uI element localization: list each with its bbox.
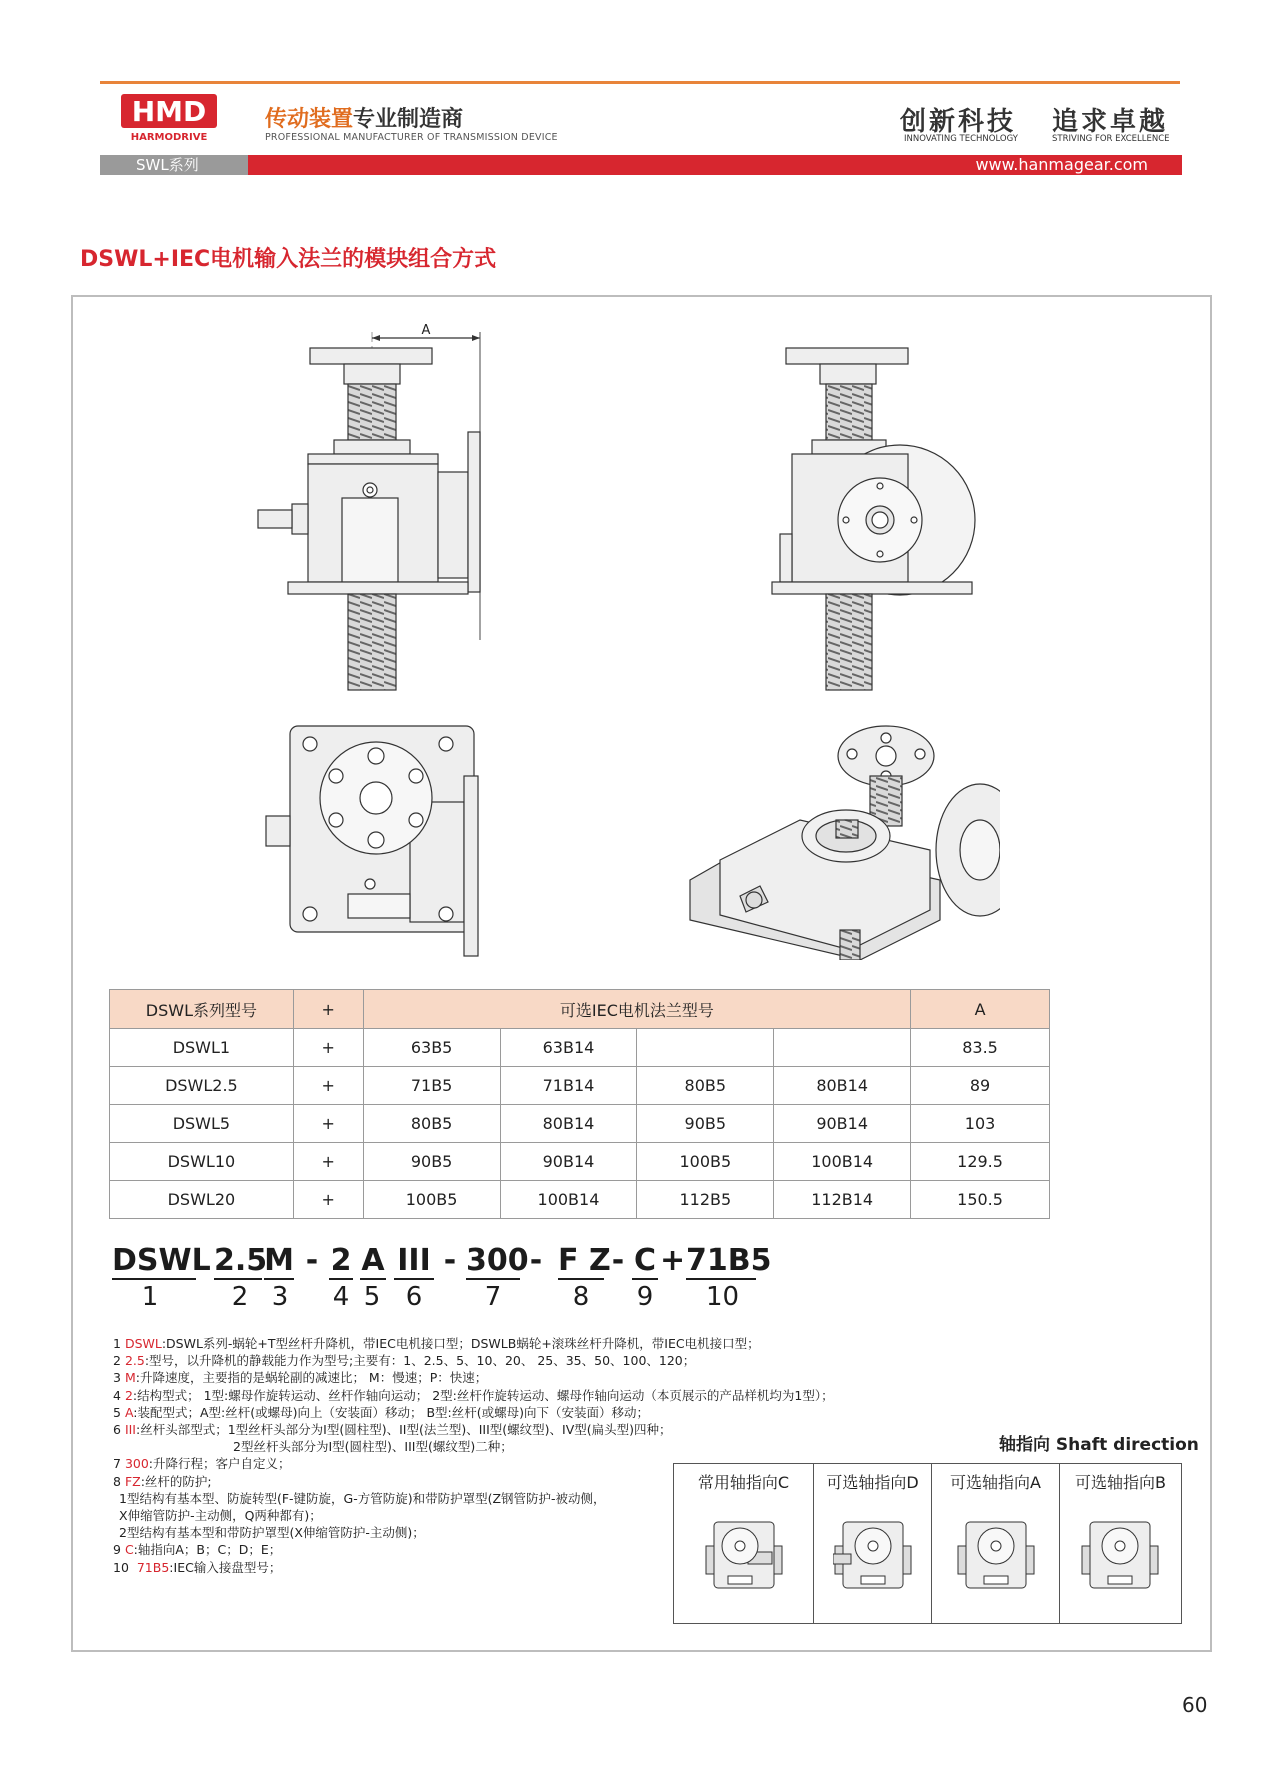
shaft-d-icon [833, 1516, 913, 1596]
note-line: 7 300:升降行程；客户自定义； [113, 1456, 291, 1472]
note-line: 2 2.5:型号，以升降机的静载能力作为型号;主要有：1、2.5、5、10、20、 25、35、50、100、120； [113, 1353, 696, 1369]
front-view-drawing [258, 323, 480, 690]
code-index-10: 10 [706, 1282, 740, 1312]
code-part-4: 2 [330, 1243, 352, 1278]
note-line: 4 2:结构型式； 1型:螺母作旋转运动、丝杆作轴向运动； 2型:丝杆作旋转运动、螺母作轴向运动（本页展示的产品样机均为1型）； [113, 1387, 834, 1403]
motto-innovating-cn: 创新科技 [900, 107, 1017, 137]
cell-flange: 112B14 [774, 1181, 911, 1219]
page-number: 60 [1182, 1693, 1208, 1717]
table-row [110, 1143, 1050, 1181]
code-part-1: DSWL [112, 1243, 211, 1278]
shaft-option-label: 常用轴指向C [697, 1473, 790, 1492]
code-index-4: 4 [332, 1282, 350, 1312]
shaft-option-label: 可选轴指向B [1075, 1473, 1166, 1492]
cell-flange: 80B14 [774, 1067, 911, 1105]
cell-flange [637, 1029, 774, 1067]
top-view-drawing [266, 726, 478, 956]
code-index-2: 2 [231, 1282, 249, 1312]
shaft-option-label: 可选轴指向D [826, 1473, 919, 1492]
slogan-cn-part-b: 专业制造商 [353, 107, 464, 132]
cell-model: DSWL10 [110, 1143, 294, 1181]
note-line: 1 DSWL:DSWL系列-蜗轮+T型丝杆升降机，带IEC电机接口型；DSWLB蜗轮+滚珠丝杆升降机，带IEC电机接口型； [113, 1336, 760, 1351]
logo-subtext: HARMODRIVE [130, 132, 208, 143]
slogan-en: PROFESSIONAL MANUFACTURER OF TRANSMISSION DEVICE [265, 132, 558, 143]
code-index-3: 3 [271, 1282, 289, 1312]
code-index-6: 6 [405, 1282, 423, 1312]
cell-flange: 80B5 [637, 1067, 774, 1105]
shaft-c-icon [704, 1516, 784, 1596]
cell-flange: 63B14 [500, 1029, 637, 1067]
cell-flange: 90B5 [637, 1105, 774, 1143]
cell-flange: 100B14 [774, 1143, 911, 1181]
code-part-9: C [633, 1243, 657, 1278]
header-a: A [911, 990, 1050, 1029]
cell-flange: 90B14 [774, 1105, 911, 1143]
code-part-7: 300 [466, 1243, 529, 1278]
code-part-10: 71B5 [686, 1243, 772, 1278]
cell-plus: + [293, 1181, 363, 1219]
code-index-7: 7 [484, 1282, 502, 1312]
note-line: 2型结构有基本型和带防护罩型(X伸缩管防护-主动侧)； [119, 1525, 425, 1541]
shaft-direction-table [673, 1463, 1182, 1624]
note-line: 10 71B5:IEC输入接盘型号； [113, 1559, 282, 1575]
code-dash: - [611, 1243, 625, 1278]
note-line: 9 C:轴指向A；B；C；D；E； [113, 1542, 282, 1558]
cell-flange: 80B5 [363, 1105, 500, 1143]
logo-text: HMD [131, 95, 207, 128]
cell-model: DSWL1 [110, 1029, 294, 1067]
shaft-option-c [674, 1464, 814, 1623]
cell-flange [774, 1029, 911, 1067]
cell-a: 103 [911, 1105, 1050, 1143]
code-part-5: A [361, 1243, 385, 1278]
shaft-b-icon [1080, 1516, 1160, 1596]
code-index-5: 5 [363, 1282, 381, 1312]
note-line: 3 M:升降速度，主要指的是蜗轮副的减速比； M：慢速；P：快速； [113, 1370, 488, 1386]
code-part-2: 2.5 [214, 1243, 268, 1278]
note-line: 8 FZ:丝杆的防护; [113, 1473, 212, 1489]
header-top-rule [100, 81, 1180, 84]
cell-a: 83.5 [911, 1029, 1050, 1067]
shaft-option-label: 可选轴指向A [950, 1473, 1041, 1492]
note-line: 5 A:装配型式；A型:丝杆(或螺母)向上（安装面）移动； B型:丝杆(或螺母)向下（安装面）移动； [113, 1404, 650, 1420]
cell-model: DSWL5 [110, 1105, 294, 1143]
motto-striving-en: STRIVING FOR EXCELLENCE [1052, 134, 1170, 144]
slogan-cn [265, 102, 463, 133]
section-title: DSWL+IEC电机输入法兰的模块组合方式 [80, 247, 497, 272]
cell-a: 129.5 [911, 1143, 1050, 1181]
cell-flange: 100B5 [637, 1143, 774, 1181]
code-dash: - [443, 1243, 457, 1278]
table-row [110, 1105, 1050, 1143]
cell-a: 89 [911, 1067, 1050, 1105]
code-index-8: 8 [572, 1282, 590, 1312]
code-index-1: 1 [141, 1282, 159, 1312]
motto-innovating-en: INNOVATING TECHNOLOGY [904, 134, 1018, 144]
cell-flange: 90B14 [500, 1143, 637, 1181]
series-label: SWL系列 [100, 155, 248, 175]
code-dash: - [529, 1243, 543, 1278]
cell-plus: + [293, 1029, 363, 1067]
header-model: DSWL系列型号 [110, 990, 294, 1029]
technical-drawings [240, 320, 1000, 960]
header-plus: + [293, 990, 363, 1029]
cell-flange: 100B5 [363, 1181, 500, 1219]
table-row [110, 1181, 1050, 1219]
cell-flange: 90B5 [363, 1143, 500, 1181]
code-part-8: F Z [558, 1243, 611, 1278]
shaft-option-d [814, 1464, 932, 1623]
cell-flange: 112B5 [637, 1181, 774, 1219]
cell-model: DSWL2.5 [110, 1067, 294, 1105]
code-plus: + [660, 1243, 686, 1278]
website-link[interactable]: www.hanmagear.com [248, 155, 1182, 175]
shaft-a-icon [956, 1516, 1036, 1596]
shaft-direction-title: 轴指向 Shaft direction [999, 1435, 1199, 1455]
cell-model: DSWL20 [110, 1181, 294, 1219]
motto-striving-cn: 追求卓越 [1052, 107, 1169, 137]
isometric-view-drawing [690, 726, 1000, 960]
cell-a: 150.5 [911, 1181, 1050, 1219]
cell-flange: 63B5 [363, 1029, 500, 1067]
cell-plus: + [293, 1105, 363, 1143]
cell-plus: + [293, 1067, 363, 1105]
code-dash: - [305, 1243, 319, 1278]
code-index-9: 9 [636, 1282, 654, 1312]
table-row [110, 1067, 1050, 1105]
dimension-a-label: A [421, 323, 431, 338]
cell-flange: 71B5 [363, 1067, 500, 1105]
code-part-6: III [394, 1244, 434, 1280]
cell-flange: 100B14 [500, 1181, 637, 1219]
cell-plus: + [293, 1143, 363, 1181]
note-line: 6 III:丝杆头部型式；1型丝杆头部分为I型(圆柱型)、II型(法兰型)、III型(螺纹型)、IV型(扁头型)四种； [113, 1422, 672, 1438]
table-row [110, 1029, 1050, 1067]
cell-flange: 71B14 [500, 1067, 637, 1105]
side-view-drawing [772, 348, 975, 690]
table-header-row [110, 990, 1050, 1029]
cell-flange: 80B14 [500, 1105, 637, 1143]
note-line: X伸缩管防护-主动侧，Q两种都有)； [119, 1508, 322, 1524]
code-part-3: M [264, 1243, 294, 1278]
slogan-cn-part-a: 传动装置 [265, 107, 354, 132]
note-line: 2型丝杆头部分为I型(圆柱型)、III型(螺纹型)二种； [233, 1439, 513, 1455]
flange-spec-table [109, 989, 1050, 1219]
header-flange: 可选IEC电机法兰型号 [363, 990, 910, 1029]
shaft-option-a [932, 1464, 1060, 1623]
company-logo [121, 94, 221, 144]
note-line: 1型结构有基本型、防旋转型(F-键防旋，G-方管防旋)和带防护罩型(Z钢管防护-被动侧， [119, 1490, 606, 1506]
shaft-option-b [1060, 1464, 1181, 1623]
